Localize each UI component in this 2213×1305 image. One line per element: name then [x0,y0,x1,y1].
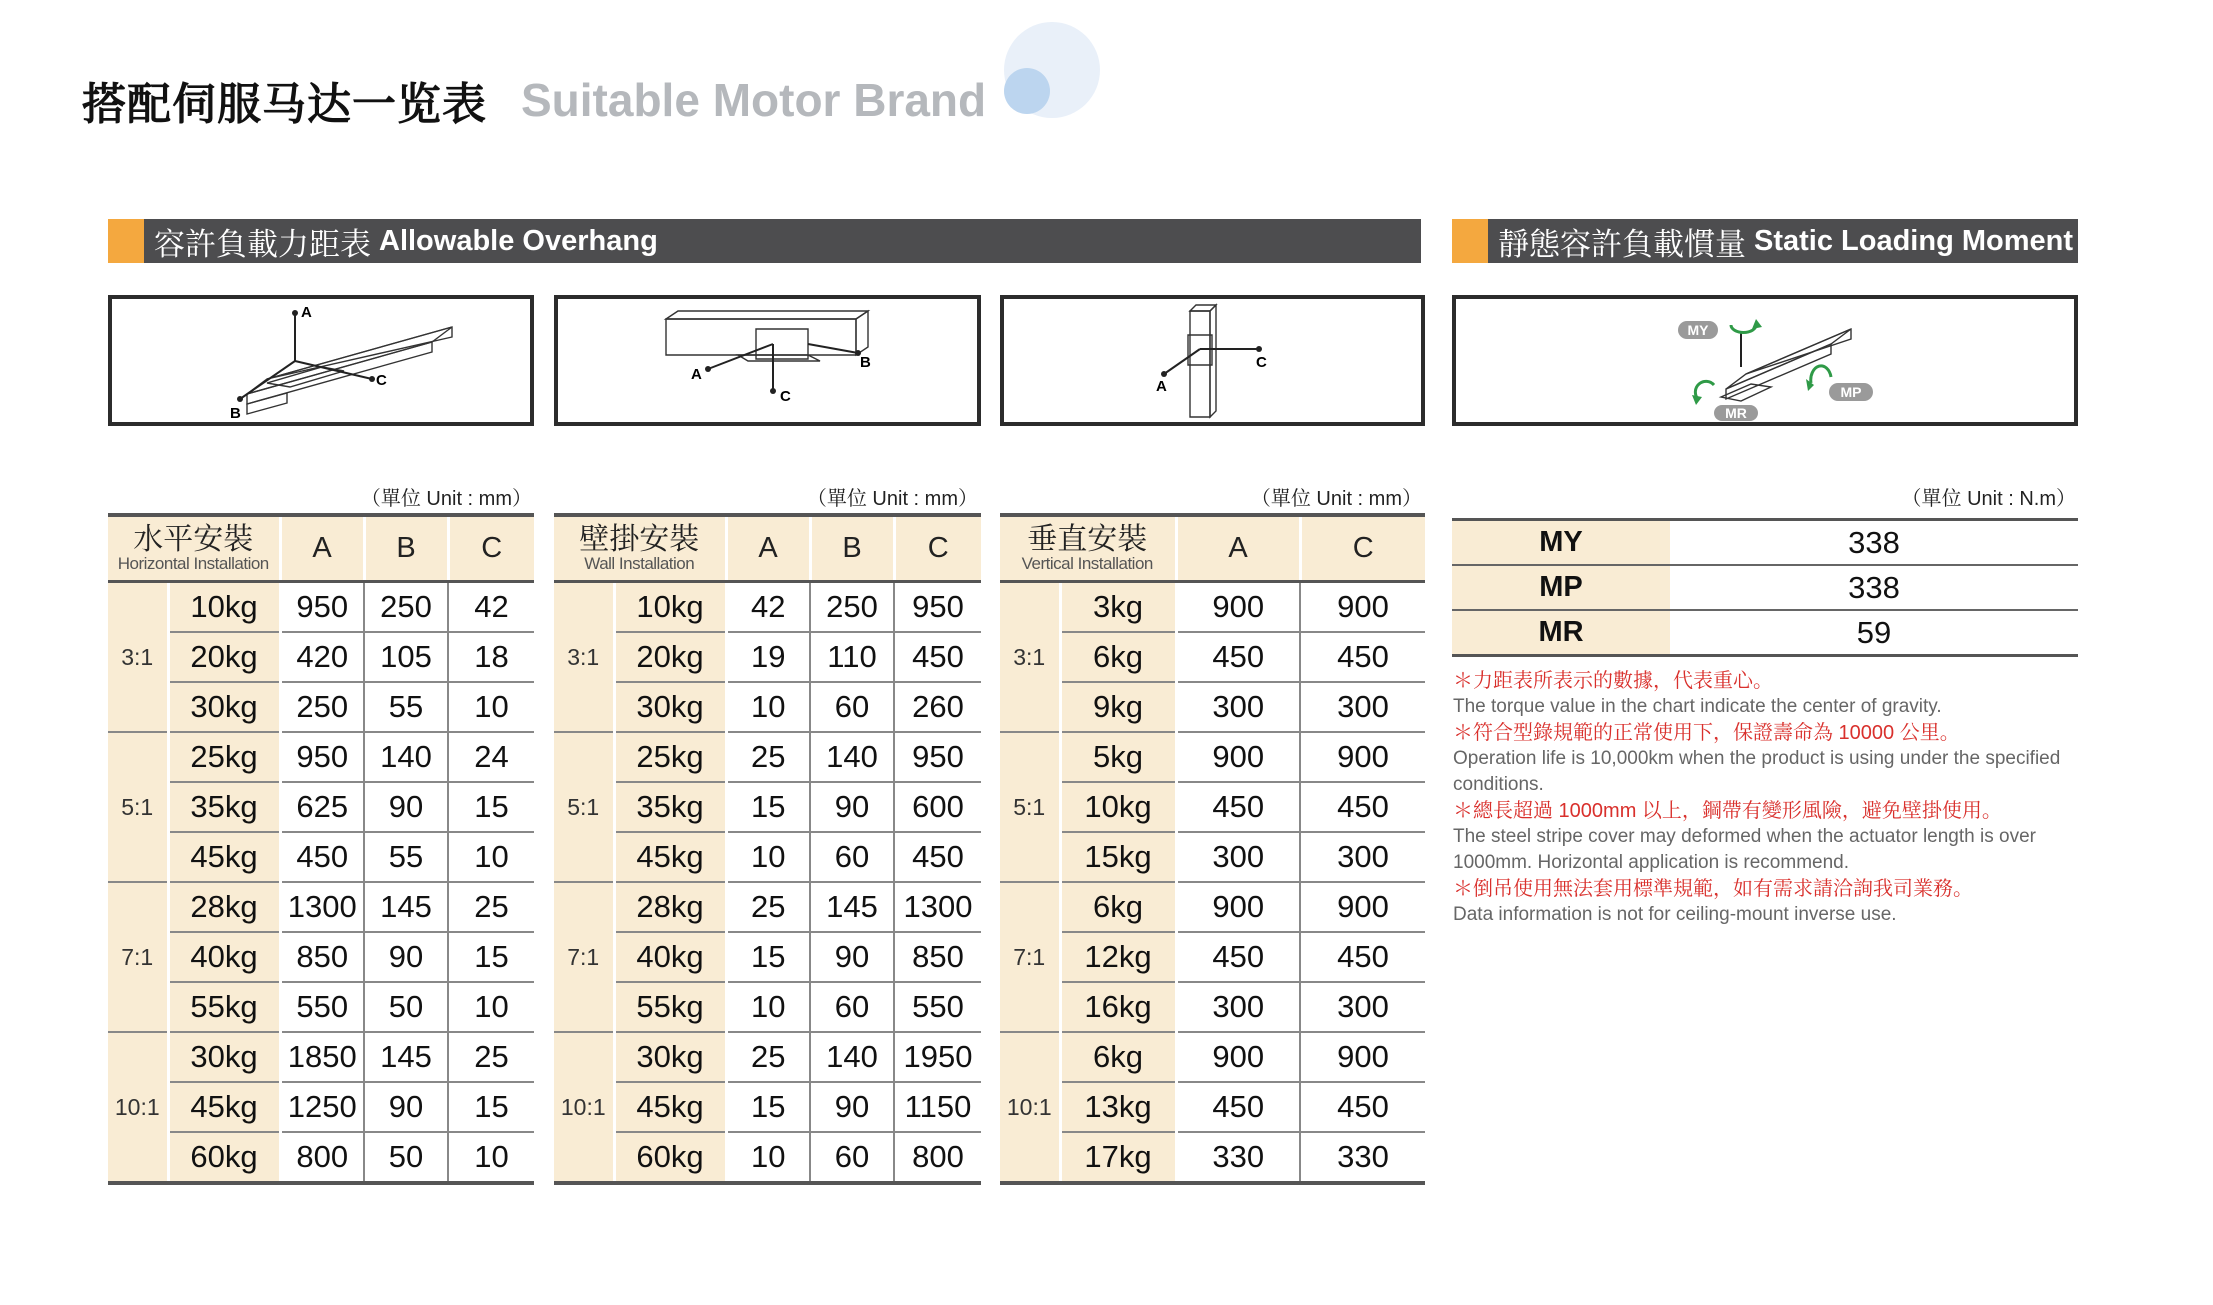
load-weight-cell: 10kg [1060,782,1176,832]
overhang-value-cell: 300 [1300,982,1425,1032]
section-accent [1452,219,1488,263]
table-row [108,932,534,982]
overhang-value-cell: 450 [1300,782,1425,832]
overhang-value-cell: 600 [894,782,981,832]
table-row [1452,565,2078,610]
load-weight-cell: 30kg [168,1032,280,1082]
load-weight-cell: 17kg [1060,1132,1176,1183]
load-weight-cell: 45kg [614,832,726,882]
overhang-value-cell: 90 [810,932,894,982]
table-row [1000,1032,1425,1082]
install-type-header [1000,515,1176,582]
load-weight-cell: 15kg [1060,832,1176,882]
overhang-value-cell: 10 [448,832,534,882]
overhang-value-cell: 550 [894,982,981,1032]
overhang-title-cn: 容許負載力距表 [154,226,371,262]
table-row [554,582,981,633]
overhang-value-cell: 950 [894,732,981,782]
overhang-value-cell: 300 [1176,982,1300,1032]
table-header-row [108,515,534,582]
overhang-value-cell: 25 [726,1032,810,1082]
overhang-value-cell: 42 [726,582,810,633]
overhang-value-cell: 1850 [280,1032,364,1082]
overhang-value-cell: 15 [726,1082,810,1132]
overhang-value-cell: 900 [1300,1032,1425,1082]
vertical-load-table [1000,513,1425,1185]
note-en: Operation life is 10,000km when the product is using under the specified conditions. [1453,748,2061,795]
load-weight-cell: 6kg [1060,632,1176,682]
gear-ratio-cell: 7:1 [108,882,168,1032]
col-header-c: C [448,515,534,582]
overhang-value-cell: 1300 [280,882,364,932]
overhang-value-cell: 450 [1300,932,1425,982]
table-row [554,632,981,682]
overhang-value-cell: 450 [280,832,364,882]
load-weight-cell: 55kg [614,982,726,1032]
overhang-value-cell: 850 [280,932,364,982]
overhang-value-cell: 420 [280,632,364,682]
table-row [108,1132,534,1183]
page-title-en: Suitable Motor Brand [521,74,987,126]
overhang-value-cell: 55 [364,682,448,732]
overhang-value-cell: 330 [1176,1132,1300,1183]
overhang-value-cell: 900 [1176,882,1300,932]
overhang-value-cell: 145 [810,882,894,932]
overhang-value-cell: 10 [726,832,810,882]
table-row [554,882,981,932]
load-weight-cell: 10kg [168,582,280,633]
overhang-value-cell: 55 [364,832,448,882]
gear-ratio-cell: 5:1 [1000,732,1060,882]
table-row [1000,682,1425,732]
table-row [1452,610,2078,656]
overhang-value-cell: 800 [894,1132,981,1183]
overhang-value-cell: 50 [364,982,448,1032]
load-weight-cell: 30kg [614,1032,726,1082]
load-weight-cell: 45kg [614,1082,726,1132]
overhang-value-cell: 300 [1300,832,1425,882]
note-cn: ＊符合型錄規範的正常使用下，保證壽命為 10000 公里。 [1453,722,1960,744]
vertical-actuator-drawing [1004,299,1421,422]
overhang-value-cell: 260 [894,682,981,732]
gear-ratio-cell: 7:1 [1000,882,1060,1032]
overhang-value-cell: 1250 [280,1082,364,1132]
gear-ratio-cell: 5:1 [554,732,614,882]
overhang-value-cell: 550 [280,982,364,1032]
moment-key-cell: MY [1452,520,1670,566]
load-weight-cell: 35kg [168,782,280,832]
table-row [1000,582,1425,633]
gear-ratio-cell: 3:1 [108,582,168,733]
overhang-value-cell: 90 [810,1082,894,1132]
overhang-value-cell: 10 [726,982,810,1032]
col-header-a: A [1176,515,1300,582]
overhang-value-cell: 450 [1176,632,1300,682]
load-weight-cell: 35kg [614,782,726,832]
moment-title-en: Static Loading Moment [1754,224,2073,257]
install-type-cn: 壁掛安裝 [579,522,700,556]
overhang-value-cell: 10 [726,682,810,732]
moment-key-cell: MR [1452,610,1670,656]
overhang-value-cell: 15 [448,782,534,832]
load-weight-cell: 45kg [168,1082,280,1132]
load-weight-cell: 16kg [1060,982,1176,1032]
wall-load-table [554,513,981,1185]
overhang-value-cell: 25 [726,732,810,782]
col-header-b: B [810,515,894,582]
overhang-value-cell: 25 [448,1032,534,1082]
table-row [1000,1132,1425,1183]
table-row [554,732,981,782]
label-mr: MR [1725,405,1747,421]
load-weight-cell: 3kg [1060,582,1176,633]
table-row [554,1132,981,1183]
load-weight-cell: 40kg [168,932,280,982]
overhang-value-cell: 450 [1300,1082,1425,1132]
rotation-arrow-icon [1811,366,1831,383]
horizontal-installation-diagram [108,295,534,426]
load-weight-cell: 20kg [614,632,726,682]
install-type-en: Wall Installation [584,553,695,573]
overhang-value-cell: 1300 [894,882,981,932]
overhang-value-cell: 60 [810,1132,894,1183]
col-header-c: C [894,515,981,582]
label-mp: MP [1840,384,1862,400]
overhang-value-cell: 250 [364,582,448,633]
vertical-installation-diagram [1000,295,1425,426]
load-weight-cell: 6kg [1060,1032,1176,1082]
note-en: The steel stripe cover may deformed when the actuator length is over 1000mm. Horizontal application is recommend. [1453,826,2036,873]
table-row [554,1032,981,1082]
table-row [554,682,981,732]
table-row [1000,932,1425,982]
note-cn: ＊力距表所表示的數據，代表重心。 [1453,670,1773,692]
label-c: C [780,388,791,405]
note-en: Data information is not for ceiling-mount inverse use. [1453,904,1897,925]
unit-label-horizontal: （單位 Unit : mm） [360,488,532,510]
overhang-value-cell: 900 [1176,732,1300,782]
label-a: A [691,366,702,383]
load-weight-cell: 13kg [1060,1082,1176,1132]
wall-actuator-drawing [558,299,977,422]
load-weight-cell: 9kg [1060,682,1176,732]
overhang-value-cell: 140 [810,732,894,782]
load-weight-cell: 60kg [614,1132,726,1183]
table-row [108,882,534,932]
load-weight-cell: 25kg [168,732,280,782]
overhang-value-cell: 450 [894,832,981,882]
overhang-value-cell: 24 [448,732,534,782]
overhang-section-header [108,219,1421,263]
overhang-value-cell: 50 [364,1132,448,1183]
label-b: B [860,354,871,371]
overhang-value-cell: 140 [810,1032,894,1082]
overhang-value-cell: 850 [894,932,981,982]
table-row [108,632,534,682]
section-accent [108,219,144,263]
gear-ratio-cell: 10:1 [108,1032,168,1183]
table-row [1000,782,1425,832]
overhang-value-cell: 1150 [894,1082,981,1132]
col-header-b: B [364,515,448,582]
label-my: MY [1687,322,1709,338]
overhang-value-cell: 625 [280,782,364,832]
overhang-value-cell: 145 [364,882,448,932]
table-row [108,782,534,832]
load-weight-cell: 12kg [1060,932,1176,982]
overhang-value-cell: 90 [364,1082,448,1132]
unit-label-wall: （單位 Unit : mm） [806,488,978,510]
table-row [108,1032,534,1082]
load-weight-cell: 40kg [614,932,726,982]
label-b: B [230,405,241,422]
table-row [108,832,534,882]
moment-value-cell: 59 [1670,610,2078,656]
page-title [82,70,986,130]
table-row [554,932,981,982]
table-row [554,832,981,882]
overhang-value-cell: 105 [364,632,448,682]
unit-label-moment: （單位 Unit : N.m） [1901,488,2076,510]
load-weight-cell: 30kg [614,682,726,732]
overhang-value-cell: 900 [1300,882,1425,932]
overhang-value-cell: 450 [1176,1082,1300,1132]
gear-ratio-cell: 3:1 [1000,582,1060,733]
table-row [108,982,534,1032]
overhang-value-cell: 250 [810,582,894,633]
overhang-title-en: Allowable Overhang [379,224,658,257]
col-header-a: A [726,515,810,582]
overhang-value-cell: 10 [448,982,534,1032]
table-row [108,682,534,732]
note-cn: ＊總長超過 1000mm 以上，鋼帶有變形風險，避免壁掛使用。 [1453,800,2002,822]
overhang-value-cell: 900 [1300,582,1425,633]
load-weight-cell: 5kg [1060,732,1176,782]
load-weight-cell: 28kg [168,882,280,932]
label-a: A [301,304,312,321]
load-weight-cell: 10kg [614,582,726,633]
overhang-value-cell: 15 [448,1082,534,1132]
title-decoration-dot [1004,68,1050,114]
overhang-value-cell: 10 [726,1132,810,1183]
overhang-value-cell: 900 [1300,732,1425,782]
moment-key-cell: MP [1452,565,1670,610]
gear-ratio-cell: 10:1 [554,1032,614,1183]
install-type-header [108,515,280,582]
overhang-value-cell: 900 [1176,582,1300,633]
overhang-value-cell: 25 [448,882,534,932]
load-weight-cell: 45kg [168,832,280,882]
overhang-value-cell: 110 [810,632,894,682]
table-row [554,782,981,832]
moment-section-header [1452,219,2078,263]
table-row [1000,732,1425,782]
label-c: C [376,372,387,389]
overhang-value-cell: 300 [1176,832,1300,882]
overhang-value-cell: 19 [726,632,810,682]
overhang-value-cell: 1950 [894,1032,981,1082]
load-weight-cell: 28kg [614,882,726,932]
notes-block [1453,668,2093,928]
overhang-value-cell: 15 [726,782,810,832]
install-type-en: Horizontal Installation [117,553,269,573]
moment-actuator-drawing [1456,299,2074,422]
overhang-value-cell: 950 [894,582,981,633]
load-weight-cell: 55kg [168,982,280,1032]
table-row [1000,1082,1425,1132]
overhang-value-cell: 15 [726,932,810,982]
overhang-value-cell: 330 [1300,1132,1425,1183]
load-weight-cell: 60kg [168,1132,280,1183]
overhang-value-cell: 800 [280,1132,364,1183]
static-moment-table [1452,518,2078,657]
overhang-value-cell: 900 [1176,1032,1300,1082]
wall-installation-diagram [554,295,981,426]
overhang-value-cell: 42 [448,582,534,633]
gear-ratio-cell: 7:1 [554,882,614,1032]
page-title-cn: 搭配伺服马达一览表 [82,80,487,129]
overhang-value-cell: 90 [810,782,894,832]
table-row [1000,632,1425,682]
moment-value-cell: 338 [1670,520,2078,566]
install-type-header [554,515,726,582]
install-type-cn: 水平安裝 [133,522,254,556]
col-header-a: A [280,515,364,582]
moment-value-cell: 338 [1670,565,2078,610]
table-header-row [554,515,981,582]
table-header-row [1000,515,1425,582]
overhang-value-cell: 145 [364,1032,448,1082]
load-weight-cell: 25kg [614,732,726,782]
overhang-value-cell: 300 [1176,682,1300,732]
overhang-value-cell: 450 [894,632,981,682]
gear-ratio-cell: 10:1 [1000,1032,1060,1183]
install-type-cn: 垂直安裝 [1027,522,1148,556]
overhang-value-cell: 950 [280,732,364,782]
table-row [1000,982,1425,1032]
horizontal-actuator-drawing [112,299,530,422]
table-row [108,1082,534,1132]
table-row [108,582,534,633]
load-weight-cell: 20kg [168,632,280,682]
overhang-value-cell: 450 [1300,632,1425,682]
install-type-en: Vertical Installation [1021,553,1153,573]
label-a: A [1156,378,1167,395]
overhang-value-cell: 90 [364,782,448,832]
table-row [108,732,534,782]
gear-ratio-cell: 5:1 [108,732,168,882]
col-header-c: C [1300,515,1425,582]
overhang-value-cell: 15 [448,932,534,982]
overhang-value-cell: 10 [448,682,534,732]
table-row [1452,520,2078,566]
overhang-value-cell: 10 [448,1132,534,1183]
overhang-value-cell: 300 [1300,682,1425,732]
table-row [1000,882,1425,932]
note-en: The torque value in the chart indicate the center of gravity. [1453,696,1942,717]
moment-title-cn: 靜態容許負載慣量 [1498,226,1746,262]
overhang-value-cell: 450 [1176,932,1300,982]
unit-label-vertical: （單位 Unit : mm） [1250,488,1422,510]
overhang-value-cell: 950 [280,582,364,633]
overhang-value-cell: 90 [364,932,448,982]
table-row [554,1082,981,1132]
overhang-value-cell: 60 [810,682,894,732]
overhang-value-cell: 250 [280,682,364,732]
overhang-value-cell: 450 [1176,782,1300,832]
overhang-value-cell: 18 [448,632,534,682]
label-c: C [1256,354,1267,371]
horizontal-load-table [108,513,534,1185]
moment-diagram [1452,295,2078,426]
load-weight-cell: 30kg [168,682,280,732]
note-cn: ＊倒吊使用無法套用標準規範，如有需求請洽詢我司業務。 [1453,878,1973,900]
overhang-value-cell: 60 [810,982,894,1032]
table-row [1000,832,1425,882]
table-row [554,982,981,1032]
load-weight-cell: 6kg [1060,882,1176,932]
overhang-value-cell: 140 [364,732,448,782]
gear-ratio-cell: 3:1 [554,582,614,733]
overhang-value-cell: 25 [726,882,810,932]
overhang-value-cell: 60 [810,832,894,882]
